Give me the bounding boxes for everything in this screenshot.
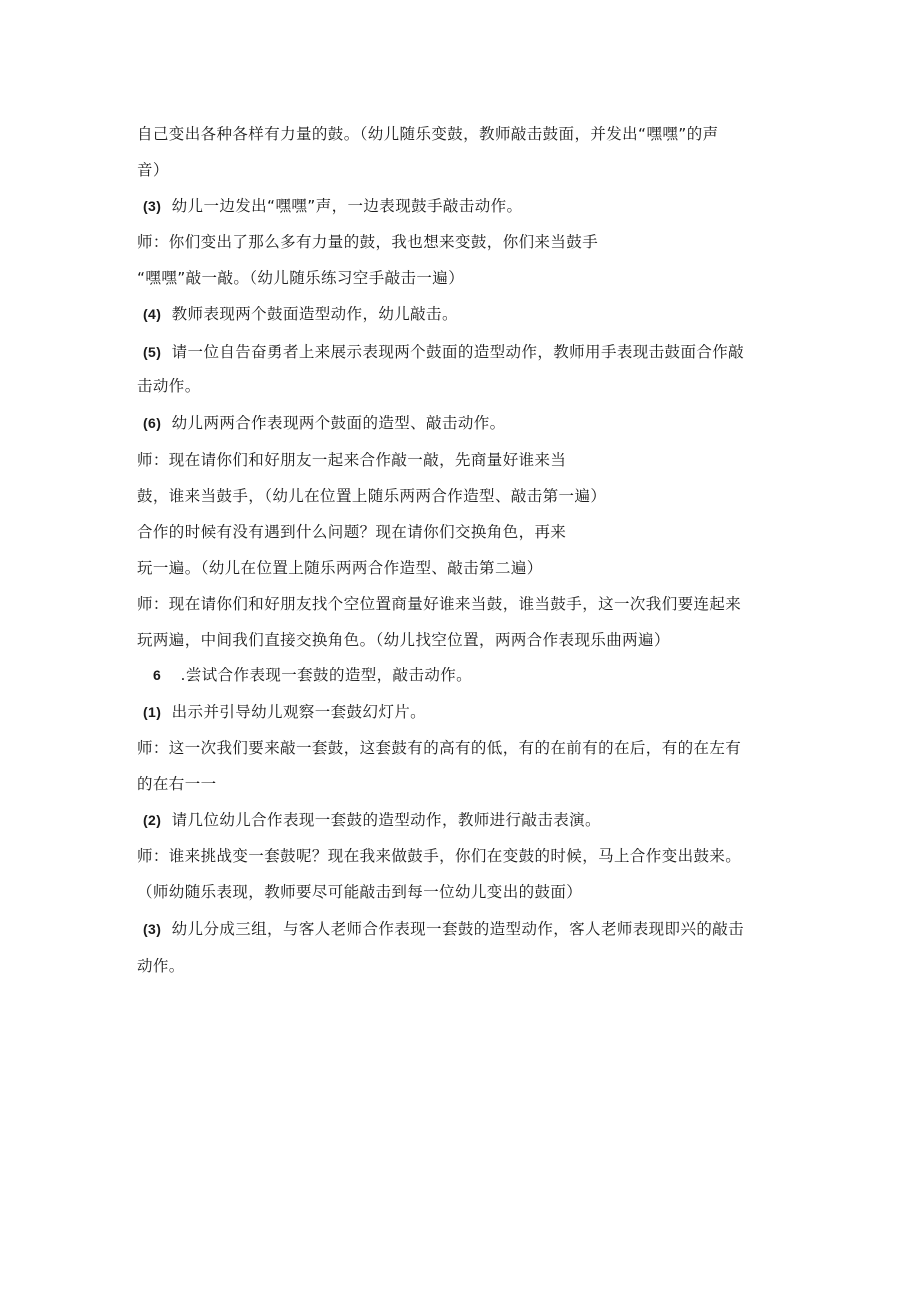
text-line bbox=[137, 376, 201, 396]
text-line bbox=[137, 450, 566, 470]
line-text: 请一位自告奋勇者上来展示表现两个鼓面的造型动作，教师用手表现击鼓面合作敲 bbox=[171, 343, 745, 361]
text-line bbox=[137, 486, 606, 506]
text-line bbox=[137, 846, 741, 866]
line-text: 动作。 bbox=[137, 957, 185, 975]
line-text: 幼儿分成三组，与客人老师合作表现一套鼓的造型动作，客人老师表现即兴的敲击 bbox=[171, 920, 745, 938]
numbered-step bbox=[143, 413, 506, 433]
text-line bbox=[137, 774, 217, 794]
step-number: (3) bbox=[143, 921, 162, 937]
step-number: (6) bbox=[143, 415, 162, 431]
line-text: （师幼随乐表现，教师要尽可能敲击到每一位幼儿变出的鼓面） bbox=[137, 883, 583, 901]
section-number: 6 bbox=[153, 667, 162, 683]
text-line bbox=[137, 882, 582, 902]
line-text: 师：现在请你们和好朋友一起来合作敲一敲，先商量好谁来当 bbox=[137, 451, 567, 469]
text-line bbox=[137, 738, 741, 758]
text-line bbox=[137, 232, 598, 252]
text-line bbox=[137, 558, 543, 578]
line-text: 师：你们变出了那么多有力量的鼓，我也想来变鼓，你们来当鼓手 bbox=[137, 233, 599, 251]
step-number: (2) bbox=[143, 812, 162, 828]
text-line bbox=[137, 956, 185, 976]
line-text: “嘿嘿”敲一敲。（幼儿随乐练习空手敲击一遍） bbox=[137, 269, 465, 287]
text-line bbox=[137, 630, 670, 650]
line-text: 玩两遍，中间我们直接交换角色。（幼儿找空位置，两两合作表现乐曲两遍） bbox=[137, 631, 670, 649]
section-heading bbox=[153, 665, 472, 685]
numbered-step bbox=[143, 702, 426, 722]
line-text: 自己变出各种各样有力量的鼓。（幼儿随乐变鼓，教师敲击鼓面，并发出“嘿嘿”的声 bbox=[137, 125, 719, 143]
line-text: 击动作。 bbox=[137, 377, 201, 395]
line-text: 教师表现两个鼓面造型动作，幼儿敲击。 bbox=[171, 305, 458, 323]
text-line bbox=[137, 124, 719, 144]
text-line bbox=[137, 268, 464, 288]
line-text: 的在右一一 bbox=[137, 775, 217, 793]
line-text: 师：谁来挑战变一套鼓呢？现在我来做鼓手，你们在变鼓的时候，马上合作变出鼓来。 bbox=[137, 847, 742, 865]
text-line bbox=[137, 160, 169, 180]
line-text: 音） bbox=[137, 161, 169, 179]
line-text: 师：现在请你们和好朋友找个空位置商量好谁来当鼓，谁当鼓手，这一次我们要连起来 bbox=[137, 595, 742, 613]
text-line bbox=[137, 594, 741, 614]
numbered-step bbox=[143, 810, 601, 830]
step-number: (1) bbox=[143, 704, 162, 720]
line-text: 鼓，谁来当鼓手，（幼儿在位置上随乐两两合作造型、敲击第一遍） bbox=[137, 487, 607, 505]
step-number: (5) bbox=[143, 344, 162, 360]
line-text: 师：这一次我们要来敲一套鼓，这套鼓有的高有的低，有的在前有的在后，有的在左有 bbox=[137, 739, 742, 757]
numbered-step bbox=[143, 304, 458, 324]
step-number: (3) bbox=[143, 198, 162, 214]
line-text: 幼儿一边发出“嘿嘿”声，一边表现鼓手敲击动作。 bbox=[171, 197, 523, 215]
numbered-step bbox=[143, 196, 522, 216]
line-text: 出示并引导幼儿观察一套鼓幻灯片。 bbox=[171, 703, 427, 721]
line-text: 合作的时候有没有遇到什么问题？现在请你们交换角色，再来 bbox=[137, 523, 567, 541]
line-text: 幼儿两两合作表现两个鼓面的造型、敲击动作。 bbox=[171, 414, 506, 432]
line-text: 玩一遍。（幼儿在位置上随乐两两合作造型、敲击第二遍） bbox=[137, 559, 543, 577]
line-text: 请几位幼儿合作表现一套鼓的造型动作，教师进行敲击表演。 bbox=[171, 811, 601, 829]
numbered-step bbox=[143, 919, 744, 939]
section-title: .尝试合作表现一套鼓的造型，敲击动作。 bbox=[180, 666, 473, 684]
numbered-step bbox=[143, 342, 744, 362]
text-line bbox=[137, 522, 566, 542]
step-number: (4) bbox=[143, 306, 162, 322]
